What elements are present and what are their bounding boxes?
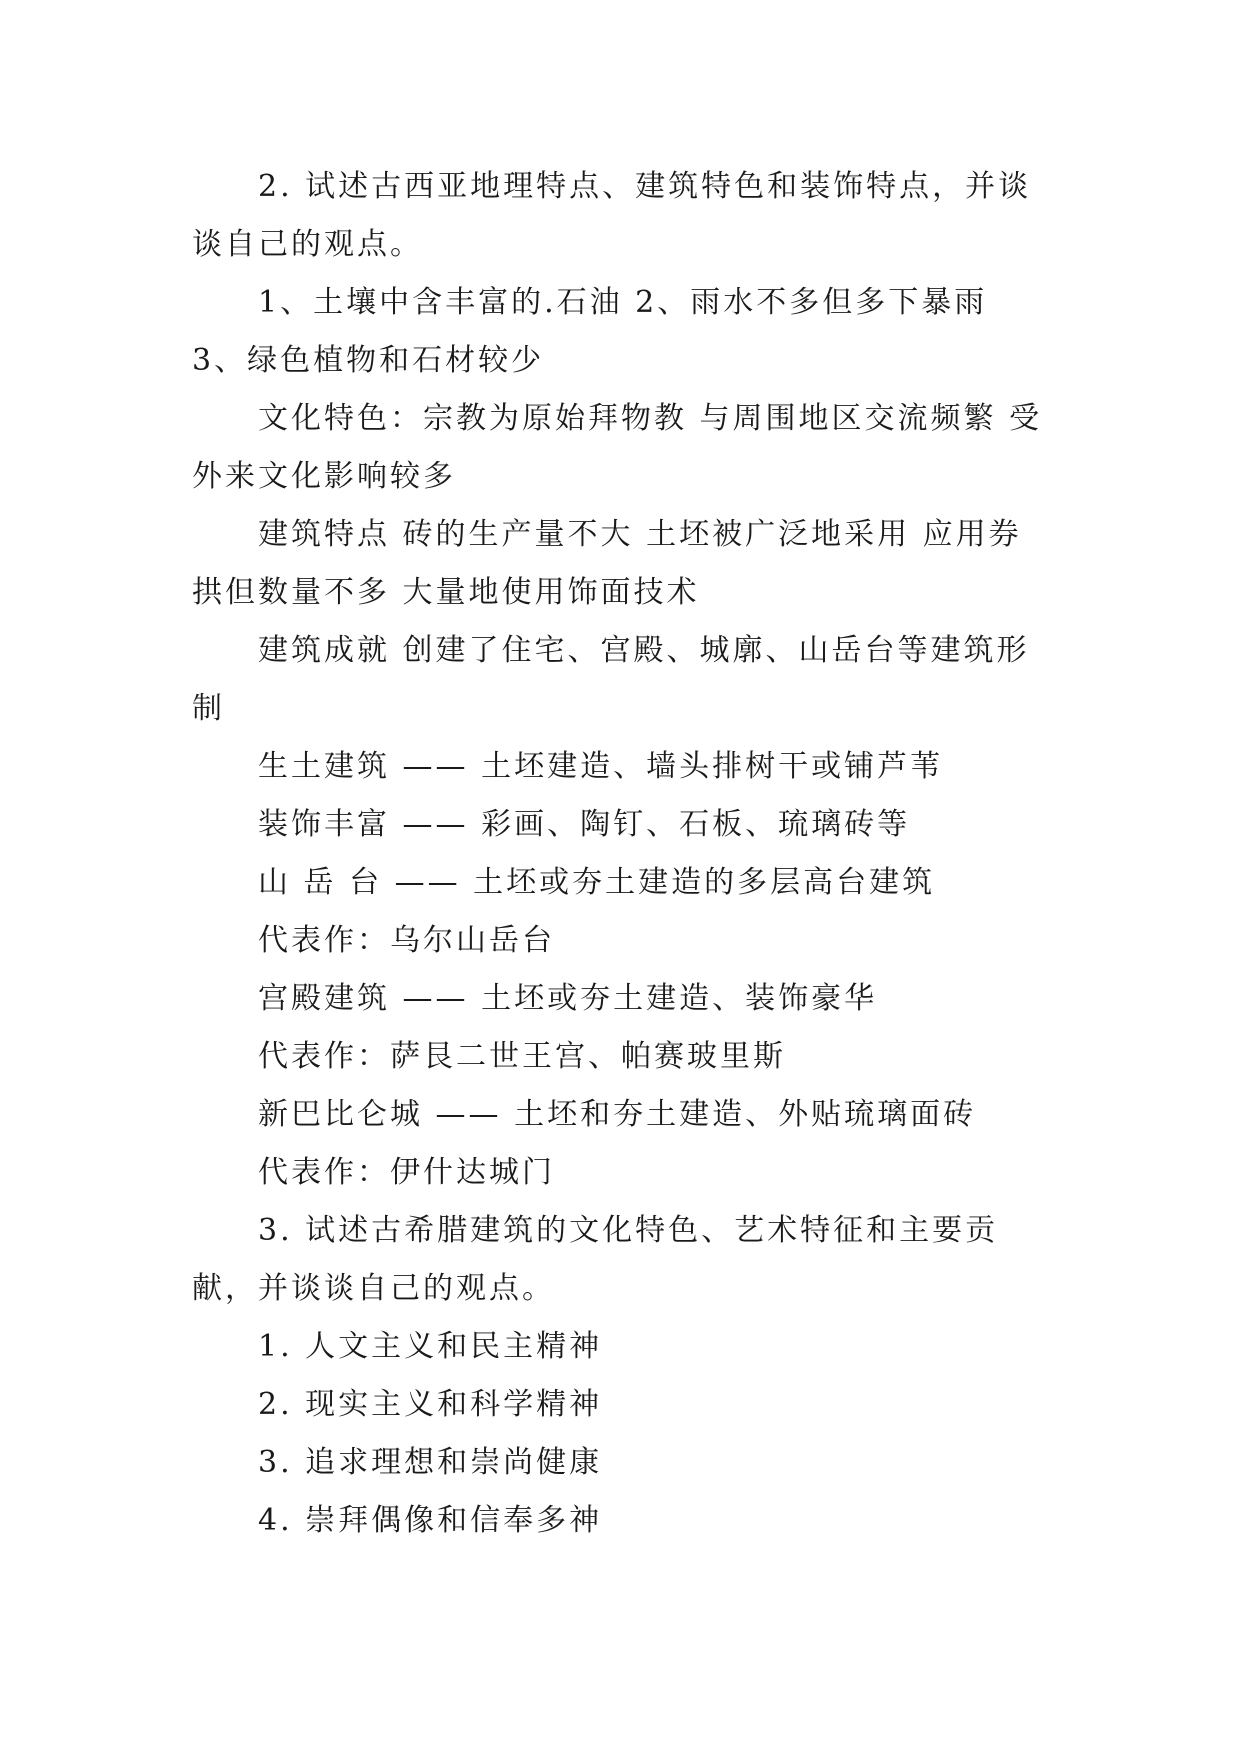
babylon-representative-line: 代表作：伊什达城门 [258,1155,555,1190]
ziggurat-representative-line: 代表作：乌尔山岳台 [258,923,555,958]
culture-paragraph: 文化特色：宗教为原始拜物教 与周围地区交流频繁 受外来文化影响较多 [192,401,1043,494]
list-item: 2. 现实主义和科学精神 [258,1387,603,1422]
achievements-paragraph: 建筑成就 创建了住宅、宫殿、城廓、山岳台等建筑形制 [192,633,1030,726]
earth-architecture-line: 生土建筑 —— 土坯建造、墙头排树干或铺芦苇 [258,749,944,784]
list-item: 4. 崇拜偶像和信奉多神 [258,1503,603,1538]
document-page [192,158,1052,1550]
palace-representative-line: 代表作：萨艮二世王宫、帕赛玻里斯 [258,1039,786,1074]
palace-line: 宫殿建筑 —— 土坯或夯土建造、装饰豪华 [258,981,878,1016]
decoration-line: 装饰丰富 —— 彩画、陶钉、石板、琉璃砖等 [258,807,911,842]
question-2: 2. 试述古西亚地理特点、建筑特色和装饰特点，并谈谈自己的观点。 [192,169,1032,262]
list-item: 3. 追求理想和崇尚健康 [258,1445,603,1480]
babylon-line: 新巴比仑城 —— 土坯和夯土建造、外贴琉璃面砖 [258,1097,977,1132]
question-3: 3. 试述古希腊建筑的文化特色、艺术特征和主要贡献，并谈谈自己的观点。 [192,1213,999,1306]
ziggurat-line: 山 岳 台 —— 土坯或夯土建造的多层高台建筑 [258,865,936,900]
list-item: 1. 人文主义和民主精神 [258,1329,603,1364]
features-paragraph: 建筑特点 砖的生产量不大 土坯被广泛地采用 应用券拱但数量不多 大量地使用饰面技术 [192,517,1022,610]
geography-paragraph: 1、土壤中含丰富的.石油 2、雨水不多但多下暴雨 3、绿色植物和石材较少 [192,285,988,378]
